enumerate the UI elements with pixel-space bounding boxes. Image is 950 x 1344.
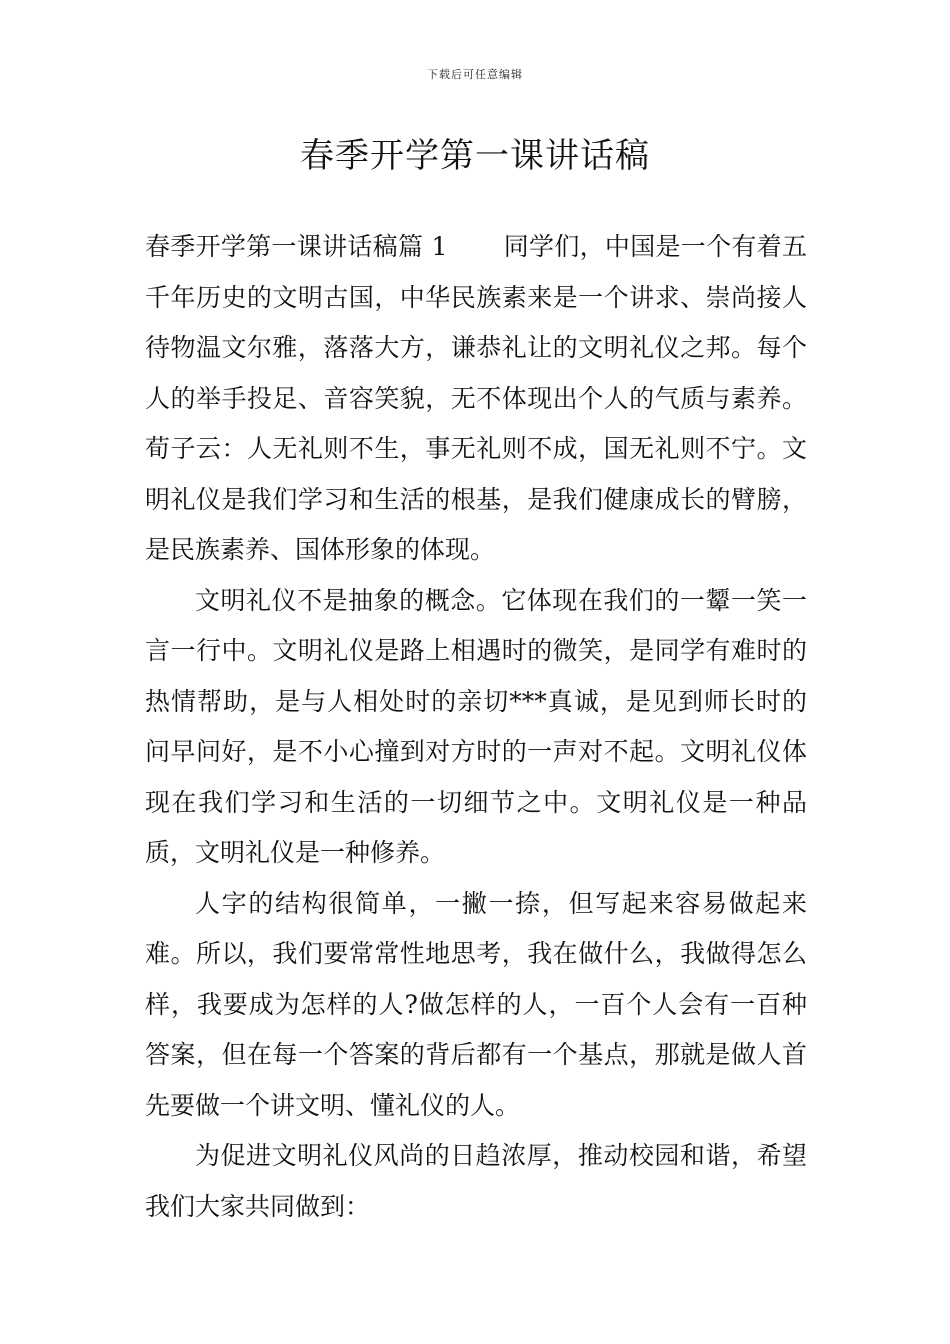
paragraph-1 [145,222,807,576]
section-label: 春季开学第一课讲话稿篇 1 [145,232,448,261]
header-note: 下载后可任意编辑 [427,68,523,81]
page-title: 春季开学第一课讲话稿 [300,136,650,176]
document-body [145,222,807,1232]
paragraph-4: 为促进文明礼仪风尚的日趋浓厚，推动校园和谐，希望我们大家共同做到： [145,1141,807,1221]
paragraph-1-text: 同学们，中国是一个有着五千年历史的文明古国，中华民族素来是一个讲求、崇尚接人待物温文尔雅，落落大方，谦恭礼让的文明礼仪之邦。每个人的举手投足、音容笑貌，无不体现出个人的气质与素养。荀子云：人无礼则不生，事无礼则不成，国无礼则不宁。文明礼仪是我们学习和生活的根基，是我们健康成长的臂膀，是民族素养、国体形象的体现。 [145,232,807,564]
paragraph-3: 人字的结构很简单，一撇一捺，但写起来容易做起来难。所以，我们要常常性地思考，我在做什么，我做得怎么样，我要成为怎样的人?做怎样的人，一百个人会有一百种答案，但在每一个答案的背后都有一个基点，那就是做人首先要做一个讲文明、懂礼仪的人。 [145,888,807,1120]
paragraph-2: 文明礼仪不是抽象的概念。它体现在我们的一颦一笑一言一行中。文明礼仪是路上相遇时的微笑，是同学有难时的热情帮助，是与人相处时的亲切***真诚，是见到师长时的问早问好，是不小心撞到对方时的一声对不起。文明礼仪体现在我们学习和生活的一切细节之中。文明礼仪是一种品质，文明礼仪是一种修养。 [145,585,807,867]
